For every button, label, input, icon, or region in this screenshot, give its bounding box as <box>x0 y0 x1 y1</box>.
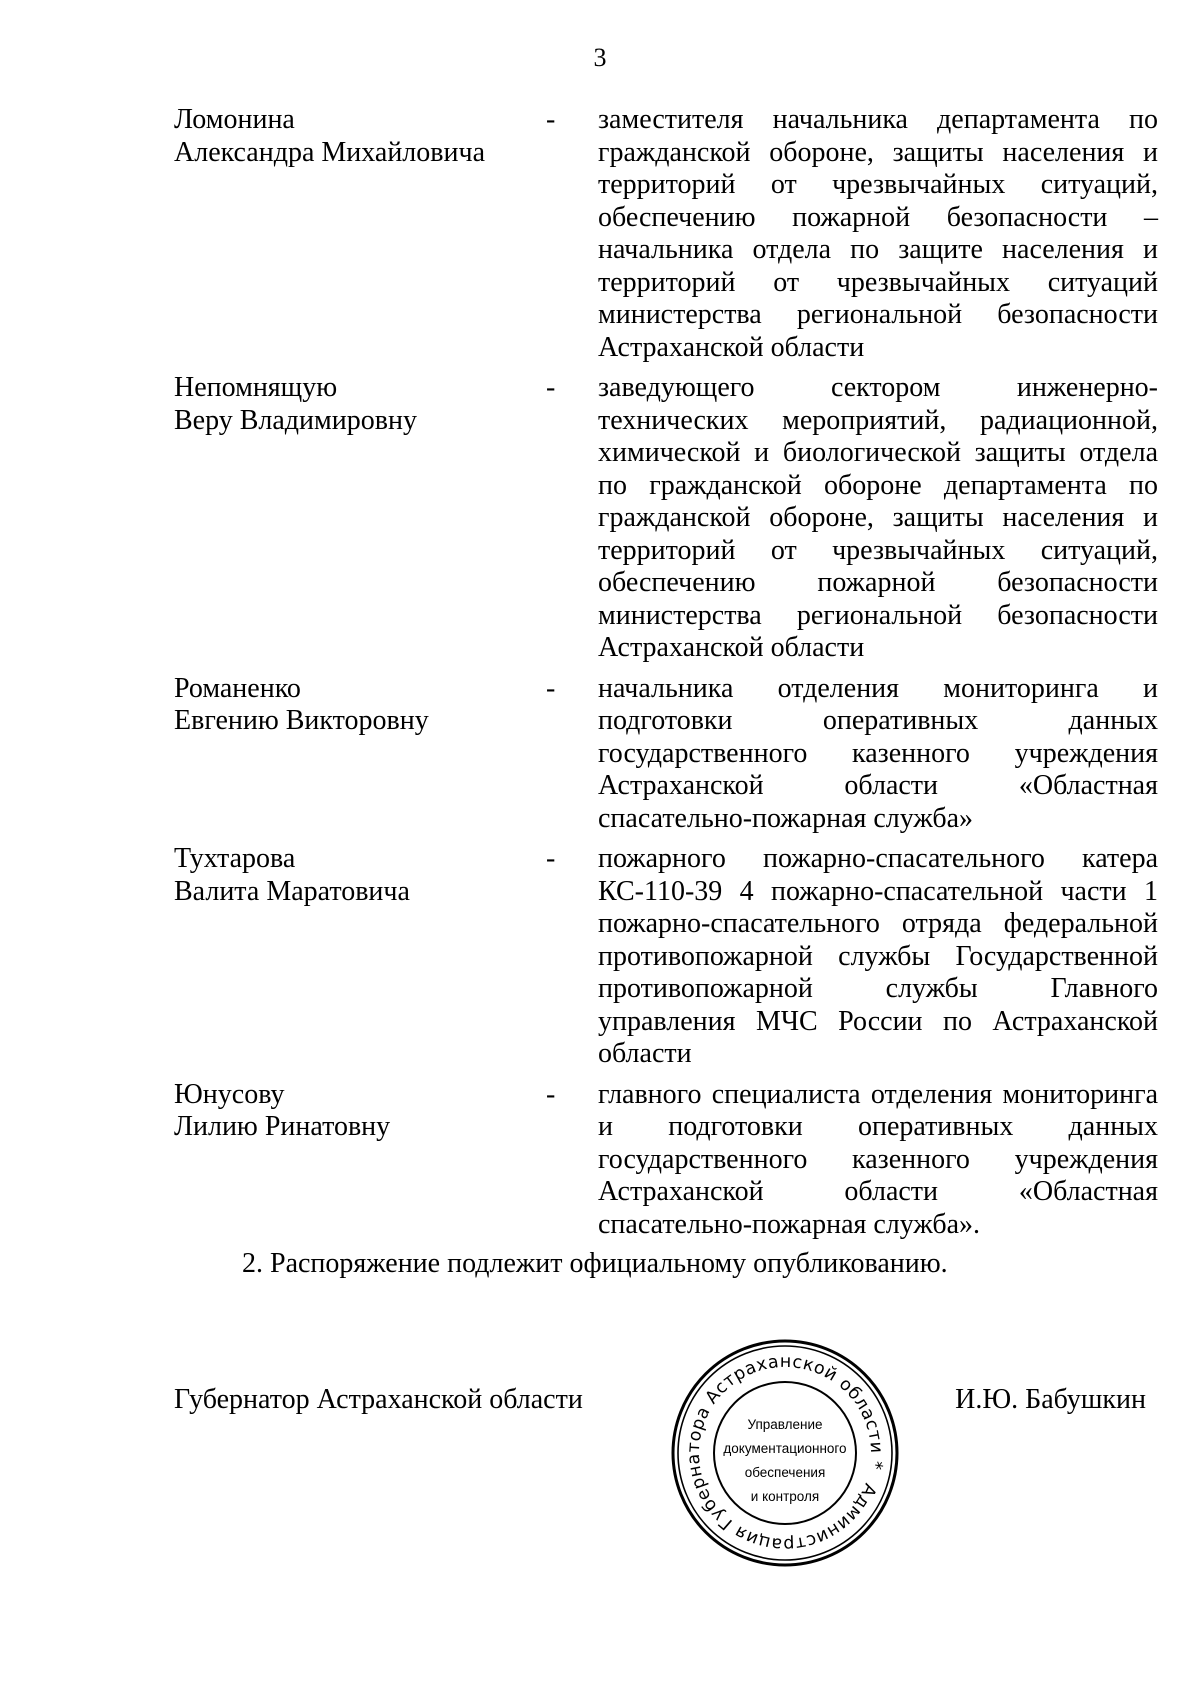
appointee-entry <box>174 672 1158 836</box>
appointee-entry <box>174 104 1158 364</box>
appointee-list <box>174 104 1158 1249</box>
appointee-surname: Ломонина <box>174 104 295 135</box>
appointee-name <box>174 1079 544 1242</box>
appointee-given-names: Валита Маратовича <box>174 875 410 907</box>
page-number: 3 <box>593 43 607 72</box>
appointee-name <box>174 843 544 1071</box>
entry-dash: - <box>546 672 556 704</box>
appointee-surname: Юнусову <box>174 1078 285 1110</box>
appointee-entry <box>174 372 1158 665</box>
entry-dash: - <box>546 843 556 874</box>
seal-inner-line-2: документационного <box>723 1441 847 1456</box>
seal-inner-line-3: обеспечения <box>744 1465 826 1480</box>
appointee-position: начальника отделения мониторинга и подготовки оперативных данных государственного казенного учреждения Астраханской области «Областная спасательно-пожарная служба» <box>598 672 1158 834</box>
seal-inner-line-4: и контроля <box>750 1489 820 1504</box>
appointee-surname: Непомнящую <box>174 372 338 403</box>
appointee-given-names: Александра Михайловича <box>174 136 485 168</box>
appointee-position: пожарного пожарно-спасательного катера КС-110-39 4 пожарно-спасательной части 1 пожарно-спасательного отряда федеральной противопожарной службы Государственной противопожарной службы Главного управления МЧС России по Астраханской области <box>598 843 1158 1069</box>
appointee-given-names: Лилию Ринатовну <box>174 1111 391 1142</box>
entry-dash: - <box>546 372 556 403</box>
appointee-given-names: Веру Владимировну <box>174 404 417 436</box>
seal-inner-line-1: Управление <box>747 1417 823 1432</box>
appointee-entry <box>174 843 1158 1071</box>
publication-clause: 2. Распоряжение подлежит официальному опубликованию. <box>242 1248 948 1279</box>
appointee-position: заместителя начальника департамента по гражданской обороне, защиты населения и территорий от чрезвычайных ситуаций, обеспечению пожарной безопасности – начальника отдела по защите населения и территорий от чрезвычайных ситуаций министерства региональной безопасности Астраханской области <box>598 104 1158 363</box>
appointee-entry <box>174 1078 1158 1242</box>
seal-ring-text: Администрация Губернатора Астраханской области * <box>683 1351 887 1555</box>
appointee-given-names: Евгению Викторовну <box>174 705 429 736</box>
appointee-name <box>174 104 544 364</box>
appointee-surname: Тухтарова <box>174 843 296 874</box>
appointee-surname: Романенко <box>174 672 301 704</box>
entry-dash: - <box>546 104 556 135</box>
appointee-name <box>174 372 544 665</box>
appointee-name <box>174 673 544 836</box>
official-seal <box>669 1337 901 1569</box>
seal-graphic <box>669 1337 901 1569</box>
signature-block <box>174 1384 1146 1424</box>
appointee-position: главного специалиста отделения мониторинга и подготовки оперативных данных государственного казенного учреждения Астраханской области «Областная спасательно-пожарная служба». <box>598 1078 1158 1240</box>
signer-title: Губернатор Астраханской области <box>174 1384 583 1415</box>
signer-name: И.Ю. Бабушкин <box>955 1384 1146 1415</box>
appointee-position: заведующего сектором инженерно-технических мероприятий, радиационной, химической и биологической защиты отдела по гражданской обороне департамента по гражданской обороне, защиты населения и территорий от чрезвычайных ситуаций, обеспечению пожарной безопасности министерства региональной безопасности Астраханской области <box>598 372 1158 663</box>
entry-dash: - <box>546 1078 556 1110</box>
